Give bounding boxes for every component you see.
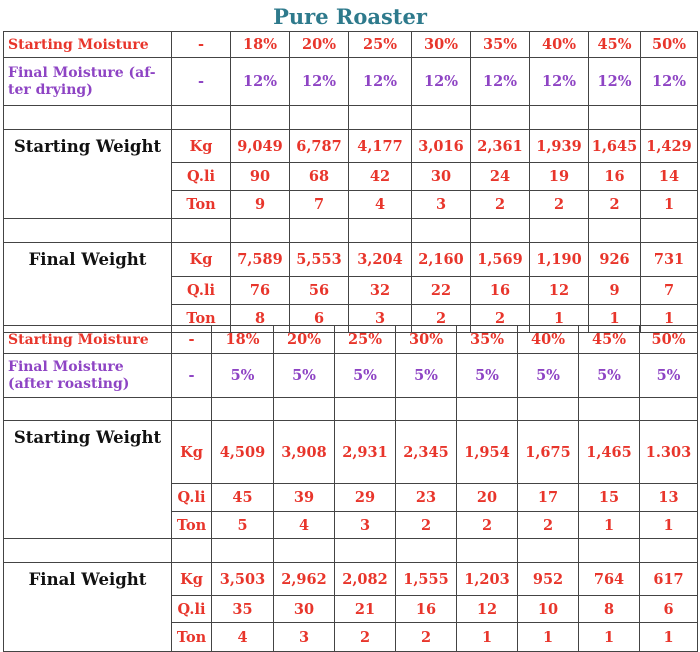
kg-value: 764 [579, 563, 640, 596]
table-row [4, 539, 698, 563]
qli-value: 21 [335, 596, 396, 623]
kg-value: 1,190 [530, 243, 589, 277]
ton-value: 1 [589, 305, 641, 333]
table-row [4, 58, 698, 106]
empty-cell [290, 106, 349, 130]
empty-cell [396, 398, 457, 421]
dash-cell: - [172, 326, 212, 354]
ton-value: 2 [471, 191, 530, 219]
ton-value: 8 [231, 305, 290, 333]
empty-cell [589, 219, 641, 243]
starting-moisture-value: 45% [579, 326, 640, 354]
final-moisture-value: 12% [231, 58, 290, 106]
qli-value: 16 [396, 596, 457, 623]
starting-moisture-value: 18% [212, 326, 274, 354]
ton-value: 2 [396, 512, 457, 539]
qli-value: 29 [335, 484, 396, 512]
qli-value: 35 [212, 596, 274, 623]
final-moisture-value: 12% [641, 58, 698, 106]
qli-value: 90 [231, 163, 290, 191]
final-moisture-label: Final Moisture (af-ter drying) [4, 58, 172, 106]
dash-cell: - [172, 32, 231, 58]
ton-value: 9 [231, 191, 290, 219]
final-moisture-value: 12% [471, 58, 530, 106]
kg-value: 2,361 [471, 130, 530, 163]
ton-value: 1 [530, 305, 589, 333]
final-moisture-value: 12% [349, 58, 412, 106]
ton-value: 1 [457, 623, 518, 652]
empty-cell [518, 539, 579, 563]
kg-value: 9,049 [231, 130, 290, 163]
unit-ton-label: Ton [172, 623, 212, 652]
unit-kg-label: Kg [172, 421, 212, 484]
kg-value: 2,082 [335, 563, 396, 596]
unit-kg-label: Kg [172, 243, 231, 277]
ton-value: 1 [518, 623, 579, 652]
kg-value: 4,509 [212, 421, 274, 484]
ton-value: 3 [335, 512, 396, 539]
empty-cell [396, 539, 457, 563]
qli-value: 32 [349, 277, 412, 305]
empty-cell [172, 219, 231, 243]
starting-moisture-label: Starting Moisture [4, 326, 172, 354]
kg-value: 2,962 [274, 563, 335, 596]
starting-moisture-value: 20% [274, 326, 335, 354]
unit-kg-label: Kg [172, 563, 212, 596]
empty-cell [231, 219, 290, 243]
ton-value: 6 [290, 305, 349, 333]
table-row [4, 563, 698, 596]
empty-cell [212, 539, 274, 563]
final-moisture-value: 12% [290, 58, 349, 106]
ton-value: 1 [579, 623, 640, 652]
kg-value: 5,553 [290, 243, 349, 277]
empty-cell [335, 398, 396, 421]
final-moisture-label: Final Moisture (after roasting) [4, 354, 172, 398]
kg-value: 1,954 [457, 421, 518, 484]
table-row [4, 130, 698, 163]
ton-value: 1 [640, 623, 698, 652]
dash-cell: - [172, 58, 231, 106]
kg-value: 1,429 [641, 130, 698, 163]
empty-cell [641, 106, 698, 130]
unit-qli-label: Q.li [172, 596, 212, 623]
unit-ton-label: Ton [172, 305, 231, 333]
empty-cell [471, 106, 530, 130]
kg-value: 1,465 [579, 421, 640, 484]
empty-cell [4, 398, 172, 421]
empty-cell [231, 106, 290, 130]
ton-value: 2 [589, 191, 641, 219]
table-row [4, 354, 698, 398]
qli-value: 56 [290, 277, 349, 305]
empty-cell [172, 106, 231, 130]
empty-cell [212, 398, 274, 421]
kg-value: 1,203 [457, 563, 518, 596]
starting-moisture-value: 35% [471, 32, 530, 58]
empty-cell [589, 106, 641, 130]
final-moisture-value: 5% [396, 354, 457, 398]
ton-value: 1 [579, 512, 640, 539]
ton-value: 2 [335, 623, 396, 652]
qli-value: 23 [396, 484, 457, 512]
ton-value: 2 [530, 191, 589, 219]
unit-kg-label: Kg [172, 130, 231, 163]
qli-value: 17 [518, 484, 579, 512]
unit-qli-label: Q.li [172, 484, 212, 512]
kg-value: 617 [640, 563, 698, 596]
qli-value: 68 [290, 163, 349, 191]
qli-value: 30 [274, 596, 335, 623]
empty-cell [290, 219, 349, 243]
starting-moisture-label: Starting Moisture [4, 32, 172, 58]
starting-moisture-value: 20% [290, 32, 349, 58]
qli-value: 30 [412, 163, 471, 191]
kg-value: 7,589 [231, 243, 290, 277]
qli-value: 8 [579, 596, 640, 623]
starting-moisture-value: 30% [412, 32, 471, 58]
ton-value: 1 [640, 512, 698, 539]
kg-value: 2,160 [412, 243, 471, 277]
empty-cell [172, 539, 212, 563]
qli-value: 7 [641, 277, 698, 305]
qli-value: 24 [471, 163, 530, 191]
starting-moisture-value: 50% [640, 326, 698, 354]
final-moisture-value: 5% [579, 354, 640, 398]
empty-cell [412, 219, 471, 243]
final-moisture-value: 5% [335, 354, 396, 398]
ton-value: 2 [396, 623, 457, 652]
ton-value: 1 [641, 305, 698, 333]
kg-value: 3,016 [412, 130, 471, 163]
empty-cell [457, 398, 518, 421]
starting-moisture-value: 40% [518, 326, 579, 354]
kg-value: 2,345 [396, 421, 457, 484]
unit-ton-label: Ton [172, 512, 212, 539]
kg-value: 3,204 [349, 243, 412, 277]
empty-cell [412, 106, 471, 130]
page-title: Pure Roaster [273, 4, 427, 29]
ton-value: 5 [212, 512, 274, 539]
final-moisture-value: 5% [518, 354, 579, 398]
qli-value: 10 [518, 596, 579, 623]
empty-cell [640, 539, 698, 563]
qli-value: 15 [579, 484, 640, 512]
kg-value: 952 [518, 563, 579, 596]
empty-cell [4, 219, 172, 243]
kg-value: 1.303 [640, 421, 698, 484]
table-row [4, 106, 698, 130]
ton-value: 2 [518, 512, 579, 539]
empty-cell [4, 106, 172, 130]
empty-cell [335, 539, 396, 563]
starting-moisture-value: 40% [530, 32, 589, 58]
empty-cell [641, 219, 698, 243]
drying-table [3, 31, 698, 333]
qli-value: 13 [640, 484, 698, 512]
qli-value: 9 [589, 277, 641, 305]
empty-cell [349, 219, 412, 243]
empty-cell [518, 398, 579, 421]
qli-value: 76 [231, 277, 290, 305]
empty-cell [172, 398, 212, 421]
final-moisture-value: 5% [640, 354, 698, 398]
starting-moisture-value: 50% [641, 32, 698, 58]
starting-moisture-value: 45% [589, 32, 641, 58]
qli-value: 39 [274, 484, 335, 512]
kg-value: 3,503 [212, 563, 274, 596]
dash-cell: - [172, 354, 212, 398]
table-row [4, 421, 698, 484]
empty-cell [579, 398, 640, 421]
table-row [4, 243, 698, 277]
kg-value: 926 [589, 243, 641, 277]
ton-value: 2 [412, 305, 471, 333]
empty-cell [640, 398, 698, 421]
ton-value: 3 [349, 305, 412, 333]
kg-value: 731 [641, 243, 698, 277]
kg-value: 3,908 [274, 421, 335, 484]
ton-value: 4 [349, 191, 412, 219]
table-row [4, 32, 698, 58]
ton-value: 4 [212, 623, 274, 652]
empty-cell [530, 106, 589, 130]
empty-cell [471, 219, 530, 243]
ton-value: 7 [290, 191, 349, 219]
kg-value: 1,939 [530, 130, 589, 163]
qli-value: 20 [457, 484, 518, 512]
starting-weight-label: Starting Weight [4, 421, 172, 539]
final-moisture-value: 12% [412, 58, 471, 106]
qli-value: 42 [349, 163, 412, 191]
roasting-table [3, 325, 698, 652]
kg-value: 1,675 [518, 421, 579, 484]
table-row [4, 398, 698, 421]
starting-moisture-value: 25% [335, 326, 396, 354]
ton-value: 4 [274, 512, 335, 539]
qli-value: 14 [641, 163, 698, 191]
final-weight-label: Final Weight [4, 563, 172, 652]
starting-moisture-value: 30% [396, 326, 457, 354]
starting-moisture-value: 35% [457, 326, 518, 354]
qli-value: 6 [640, 596, 698, 623]
kg-value: 1,645 [589, 130, 641, 163]
kg-value: 4,177 [349, 130, 412, 163]
final-weight-label: Final Weight [4, 243, 172, 333]
qli-value: 45 [212, 484, 274, 512]
qli-value: 16 [589, 163, 641, 191]
qli-value: 22 [412, 277, 471, 305]
empty-cell [349, 106, 412, 130]
kg-value: 1,569 [471, 243, 530, 277]
final-moisture-value: 12% [589, 58, 641, 106]
ton-value: 1 [641, 191, 698, 219]
ton-value: 3 [274, 623, 335, 652]
final-moisture-value: 5% [212, 354, 274, 398]
unit-qli-label: Q.li [172, 163, 231, 191]
qli-value: 12 [457, 596, 518, 623]
qli-value: 16 [471, 277, 530, 305]
ton-value: 2 [457, 512, 518, 539]
table-row [4, 326, 698, 354]
final-moisture-value: 5% [457, 354, 518, 398]
empty-cell [579, 539, 640, 563]
final-moisture-value: 5% [274, 354, 335, 398]
empty-cell [530, 219, 589, 243]
ton-value: 3 [412, 191, 471, 219]
empty-cell [4, 539, 172, 563]
starting-weight-label: Starting Weight [4, 130, 172, 219]
starting-moisture-value: 18% [231, 32, 290, 58]
unit-ton-label: Ton [172, 191, 231, 219]
unit-qli-label: Q.li [172, 277, 231, 305]
final-moisture-value: 12% [530, 58, 589, 106]
qli-value: 19 [530, 163, 589, 191]
empty-cell [457, 539, 518, 563]
starting-moisture-value: 25% [349, 32, 412, 58]
kg-value: 6,787 [290, 130, 349, 163]
empty-cell [274, 539, 335, 563]
table-row [4, 219, 698, 243]
ton-value: 2 [471, 305, 530, 333]
qli-value: 12 [530, 277, 589, 305]
kg-value: 2,931 [335, 421, 396, 484]
kg-value: 1,555 [396, 563, 457, 596]
empty-cell [274, 398, 335, 421]
